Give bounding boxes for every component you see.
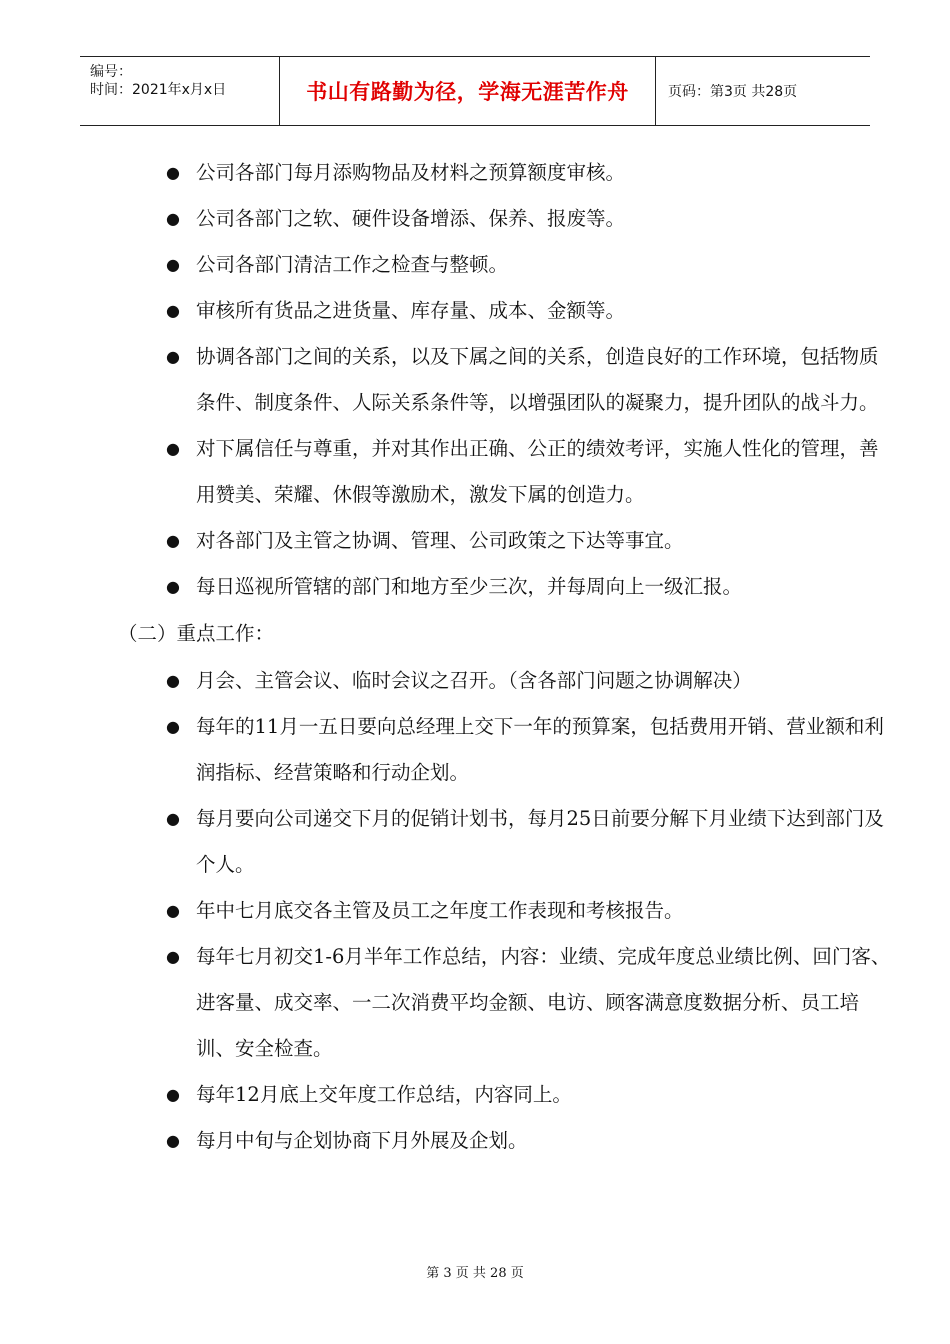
- bullet-icon: ●: [166, 901, 180, 920]
- bullet-icon: ●: [166, 163, 180, 182]
- list-item-text: 协调各部门之间的关系，以及下属之间的关系，创造良好的工作环境，包括物质条件、制度条件、人际关系条件等，以增强团队的凝聚力，提升团队的战斗力。: [196, 345, 879, 414]
- list-item: [0, 334, 896, 426]
- bullet-icon: ●: [166, 1085, 180, 1104]
- list-item-text: 对各部门及主管之协调、管理、公司政策之下达等事宜。: [196, 529, 684, 552]
- header-page-info: 页码：第3页 共28页: [668, 84, 798, 100]
- bullet-icon: ●: [166, 577, 180, 596]
- list-item: [0, 934, 896, 1072]
- list-item-text: 每日巡视所管辖的部门和地方至少三次，并每周向上一级汇报。: [196, 575, 743, 598]
- header-motto: 书山有路勤为径，学海无涯苦作舟: [280, 57, 656, 125]
- list-item: [0, 888, 896, 934]
- list-item-text: 每年的11月一五日要向总经理上交下一年的预算案，包括费用开销、营业额和利润指标、经营策略和行动企划。: [196, 715, 884, 784]
- bullet-icon: ●: [166, 809, 180, 828]
- document-body: [0, 150, 950, 1164]
- bullet-icon: ●: [166, 439, 180, 458]
- list-item: [0, 658, 896, 704]
- list-item: [0, 242, 896, 288]
- list-item: [0, 1118, 896, 1164]
- list-item-text: 每年12月底上交年度工作总结，内容同上。: [196, 1083, 572, 1106]
- list-item-text: 公司各部门之软、硬件设备增添、保养、报废等。: [196, 207, 626, 230]
- list-item-text: 每年七月初交1-6月半年工作总结，内容：业绩、完成年度总业绩比例、回门客、进客量、成交率、一二次消费平均金额、电访、顾客满意度数据分析、员工培训、安全检查。: [196, 945, 891, 1060]
- time-label: 时间：2021年x月x日: [90, 82, 227, 98]
- list-item-text: 年中七月底交各主管及员工之年度工作表现和考核报告。: [196, 899, 684, 922]
- bullet-icon: ●: [166, 1131, 180, 1150]
- key-work-list: [0, 658, 950, 1164]
- list-item-text: 审核所有货品之进货量、库存量、成本、金额等。: [196, 299, 626, 322]
- list-item: [0, 704, 896, 796]
- list-item-text: 每月中旬与企划协商下月外展及企划。: [196, 1129, 528, 1152]
- section-title: （二）重点工作：: [118, 622, 275, 645]
- bullet-icon: ●: [166, 947, 180, 966]
- list-item: [0, 196, 896, 242]
- list-item: [0, 288, 896, 334]
- list-item-text: 月会、主管会议、临时会议之召开。（含各部门问题之协调解决）: [196, 669, 752, 692]
- list-item: [0, 1072, 896, 1118]
- bullet-icon: ●: [166, 671, 180, 690]
- bullet-icon: ●: [166, 531, 180, 550]
- page-header: [80, 56, 870, 126]
- list-item: [0, 518, 896, 564]
- list-item: [0, 150, 896, 196]
- list-item: [0, 426, 896, 518]
- bullet-icon: ●: [166, 347, 180, 366]
- list-item: [0, 564, 896, 610]
- header-meta: [80, 57, 280, 125]
- bullet-icon: ●: [166, 301, 180, 320]
- list-item-text: 对下属信任与尊重，并对其作出正确、公正的绩效考评，实施人性化的管理，善用赞美、荣耀、休假等激励术，激发下属的创造力。: [196, 437, 879, 506]
- list-item-text: 公司各部门每月添购物品及材料之预算额度审核。: [196, 161, 626, 184]
- bullet-icon: ●: [166, 717, 180, 736]
- list-item-text: 公司各部门清洁工作之检查与整顿。: [196, 253, 509, 276]
- page-footer: 第 3 页 共 28 页: [426, 1266, 524, 1281]
- number-label: 编号：: [90, 64, 132, 80]
- list-item-text: 每月要向公司递交下月的促销计划书，每月25日前要分解下月业绩下达到部门及个人。: [196, 807, 884, 876]
- duty-list: [0, 150, 950, 610]
- list-item: [0, 796, 896, 888]
- bullet-icon: ●: [166, 255, 180, 274]
- bullet-icon: ●: [166, 209, 180, 228]
